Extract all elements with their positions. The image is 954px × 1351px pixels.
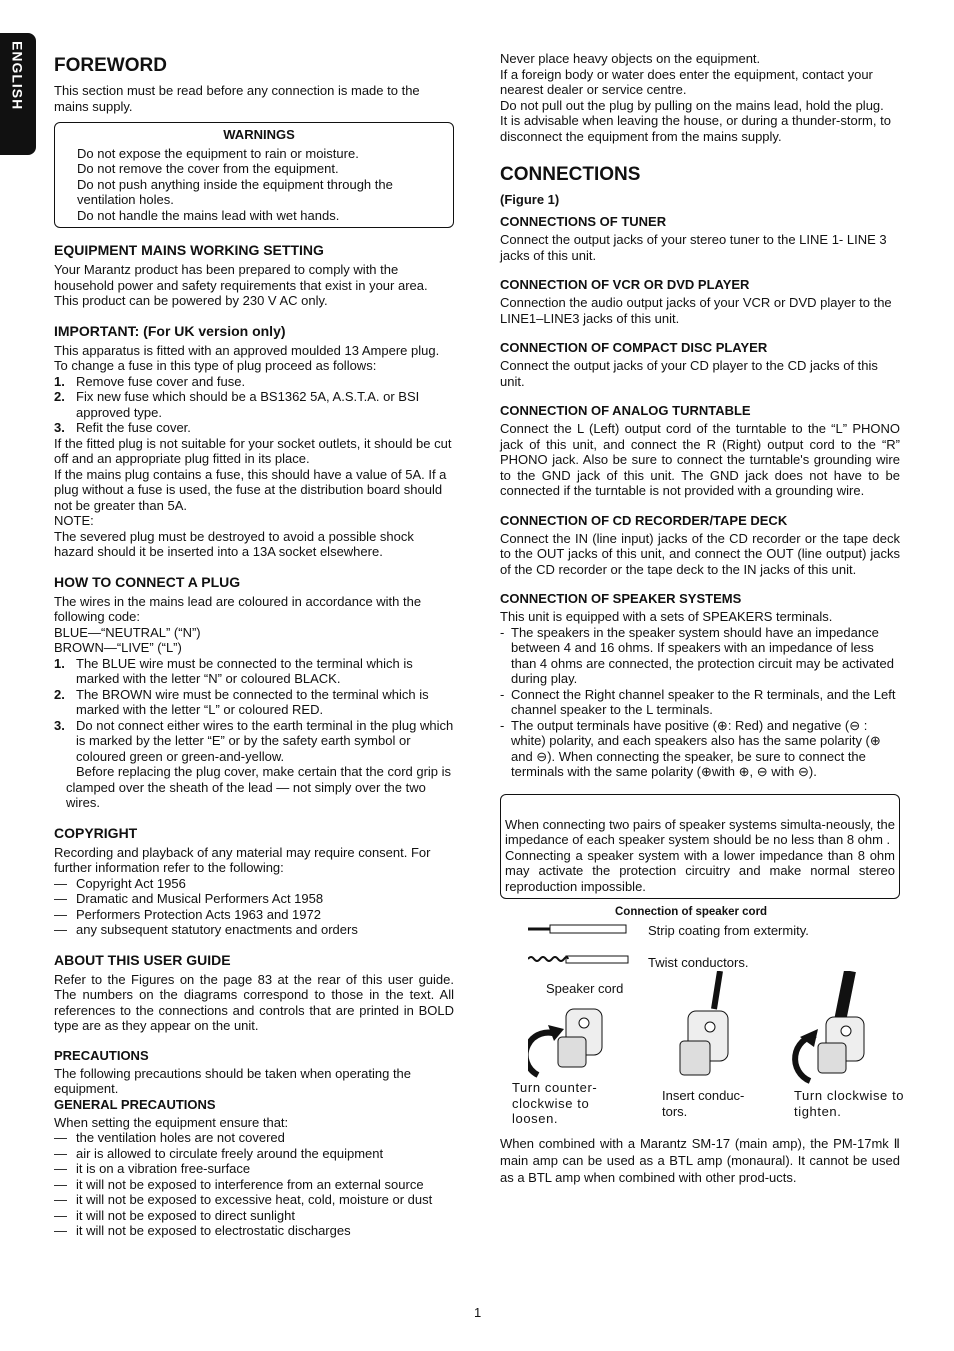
mains-text: This product can be powered by 230 V AC only. <box>54 293 328 308</box>
general-item: — air is allowed to circulate freely around the equipment <box>54 1145 384 1161</box>
speaker-text: This unit is equipped with a sets of SPEAKERS terminals. <box>500 609 833 624</box>
copyright-title: COPYRIGHT <box>54 824 138 841</box>
cd-title: CONNECTION OF COMPACT DISC PLAYER <box>500 340 768 355</box>
foreword-title: FOREWORD <box>54 55 167 76</box>
copyright-item: — Copyright Act 1956 <box>54 875 186 891</box>
insert-label: Insert conduc-tors. <box>662 1088 745 1119</box>
speaker-item: - Connect the Right channel speaker to the R terminals, and the Left channel speaker to the L terminals. <box>500 686 896 717</box>
plug-step: 1. The BLUE wire must be connected to the terminal which is marked with the letter “N” or coloured BLACK. <box>54 655 413 686</box>
precaution-text: It is advisable when leaving the house, or during a thunder-storm, to disconnect the equipment from the mains supply. <box>500 113 891 144</box>
cd-text: Connect the output jacks of your CD player to the CD jacks of this unit. <box>500 358 878 389</box>
general-item: — the ventilation holes are not covered <box>54 1130 285 1145</box>
warnings-box <box>54 122 454 228</box>
mains-title: EQUIPMENT MAINS WORKING SETTING <box>54 242 324 258</box>
warnings-title: WARNINGS <box>223 127 295 142</box>
speaker-title: CONNECTION OF SPEAKER SYSTEMS <box>500 591 742 606</box>
plug-text: The wires in the mains lead are coloured in accordance with the following code: <box>54 593 422 624</box>
cord-diagram <box>528 919 638 969</box>
uk-step: 3. Refit the fuse cover. <box>54 420 191 435</box>
warning-item: Do not remove the cover from the equipment. <box>77 161 339 176</box>
plug-brown: BROWN—“LIVE” (“L”) <box>54 640 182 655</box>
general-text: When setting the equipment ensure that: <box>54 1114 289 1130</box>
copyright-text: Recording and playback of any material may require consent. For further information refer to the following: <box>54 844 431 875</box>
uk-note: The severed plug must be destroyed to avoid a possible shock hazard should it be inserted into a 13A socket elsewhere. <box>54 528 414 559</box>
twisted-cord-icon <box>528 956 628 963</box>
turntable-title: CONNECTION OF ANALOG TURNTABLE <box>500 403 751 418</box>
vcr-title: CONNECTION OF VCR OR DVD PLAYER <box>500 277 750 292</box>
impedance-text: Connecting a speaker system with a lower impedance than 8 ohm may activate the protection circuitry and make normal stereo reproduction impossible. <box>505 847 895 894</box>
loosen-label: Turn counter-clockwise to loosen. <box>512 1080 598 1126</box>
general-item: — it is on a vibration free-surface <box>54 1161 251 1176</box>
guide-text: Refer to the Figures on the page 83 at the rear of this user guide. The numbers on the diagrams correspond to those in the text. All references to the connections and controls that are printed in BOLD type are as they appear on the unit. <box>54 971 454 1033</box>
tighten-terminal-icon <box>790 971 880 1091</box>
uk-step: 1. Remove fuse cover and fuse. <box>54 373 246 389</box>
insert-terminal-icon <box>662 971 742 1091</box>
uk-text: If the mains plug contains a fuse, this should have a value of 5A. If a plug without a fuse is used, the fuse at the distribution board should not be greater than 5A. <box>54 466 447 513</box>
uk-step: 2. Fix new fuse which should be a BS1362 5A, A.S.T.A. or BSI approved type. <box>54 389 420 420</box>
speaker-cord-label: Speaker cord <box>546 981 624 996</box>
general-title: GENERAL PRECAUTIONS <box>54 1096 216 1112</box>
precaution-text: If a foreign body or water does enter the equipment, contact your nearest dealer or service centre. <box>500 66 873 97</box>
uk-note-label: NOTE: <box>54 513 94 528</box>
recorder-title: CONNECTION OF CD RECORDER/TAPE DECK <box>500 512 788 528</box>
impedance-text: When connecting two pairs of speaker systems simulta-neously, the impedance of each speaker system should be no less than 8 ohm . <box>505 816 895 847</box>
general-item: — it will not be exposed to interference from an external source <box>54 1176 424 1192</box>
warning-item: Do not expose the equipment to rain or moisture. <box>77 145 359 161</box>
right-column <box>500 51 905 1186</box>
twist-label: Twist conductors. <box>648 955 749 970</box>
foreword-text: This section must be read before any connection is made to the mains supply. <box>54 83 420 114</box>
tuner-title: CONNECTIONS OF TUNER <box>500 214 667 229</box>
uk-title: IMPORTANT: (For UK version only) <box>54 322 286 339</box>
warning-item: Do not handle the mains lead with wet hands. <box>77 207 340 223</box>
turntable-text: Connect the L (Left) output cord of the turntable to the “L” PHONO jack of this unit, and connect the R (Right) output cord to the “R” PHONO jack. Also be sure to connect the turntable's grounding wire to the GND jack of this unit. The GND jack does not have to be connected if the turntable is not provided with a grounding wire. <box>500 421 900 498</box>
strip-label: Strip coating from extermity. <box>648 923 809 938</box>
uk-text: To change a fuse in this type of plug proceed as follows: <box>54 358 377 373</box>
page-number: 1 <box>474 1305 482 1320</box>
copyright-item: — any subsequent statutory enactments and orders <box>54 922 358 937</box>
tighten-label: Turn clockwise to tighten. <box>794 1088 905 1119</box>
figure-label: (Figure 1) <box>500 192 560 207</box>
left-column <box>54 55 454 1239</box>
precaution-text: Do not pull out the plug by pulling on the mains lead, hold the plug. <box>500 97 884 113</box>
loosen-terminal-icon <box>528 997 608 1087</box>
uk-text: If the fitted plug is not suitable for your socket outlets, it should be cut off and an appropriate plug fitted in its place. <box>54 435 452 466</box>
connections-title: CONNECTIONS <box>500 164 641 185</box>
vcr-text: Connection the audio output jacks of your VCR or DVD player to the LINE1–LINE3 jacks of this unit. <box>500 295 892 326</box>
stripped-cord-icon <box>528 925 626 933</box>
general-item: — it will not be exposed to direct sunlight <box>54 1207 295 1223</box>
uk-text: This apparatus is fitted with an approved moulded 13 Ampere plug. <box>54 342 440 358</box>
plug-blue: BLUE—“NEUTRAL” (“N”) <box>54 624 201 640</box>
plug-title: HOW TO CONNECT A PLUG <box>54 573 241 590</box>
plug-step: 2. The BROWN wire must be connected to the terminal which is marked with the letter “L” or coloured RED. <box>54 686 429 717</box>
plug-step: 3. Do not connect either wires to the earth terminal in the plug which is marked by the letter “E” or by the safety earth symbol or coloured green or green-and-yellow. <box>54 717 454 764</box>
copyright-item: — Performers Protection Acts 1963 and 1972 <box>54 906 321 922</box>
tuner-text: Connect the output jacks of your stereo tuner to the LINE 1- LINE 3 jacks of this unit. <box>500 232 887 263</box>
speaker-cord-figure <box>500 905 905 1135</box>
copyright-item: — Dramatic and Musical Performers Act 1958 <box>54 891 324 906</box>
plug-text-2: Before replacing the plug cover, make certain that the cord grip is clamped over the sheath of the lead — not simply over the two wires. <box>66 764 452 810</box>
warning-item: Do not push anything inside the equipment through the ventilation holes. <box>77 176 393 207</box>
guide-title: ABOUT THIS USER GUIDE <box>54 951 231 968</box>
precautions-text: The following precautions should be taken when operating the equipment. <box>54 1065 412 1096</box>
speaker-item: - The speakers in the speaker system should have an impedance between 4 and 16 ohms. If speakers with an impedance of less than 4 ohms are connected, the protection circuit may be activated during play. <box>500 624 894 686</box>
general-item: — it will not be exposed to excessive heat, cold, moisture or dust <box>54 1192 433 1207</box>
impedance-box <box>500 794 900 900</box>
btl-text: When combined with a Marantz SM-17 (main amp), the PM-17mk Ⅱ main amp can be used as a BTL amp (monaural). It cannot be used as a BTL amp when combined with other prod-ucts. <box>500 1136 900 1185</box>
mains-text: Your Marantz product has been prepared to comply with the household power and safety requirements that exist in your area. <box>54 262 428 293</box>
speaker-item: - The output terminals have positive (⊕: Red) and negative (⊖ : white) polarity, and each speakers also has the same polarity (⊕ and ⊖). When connecting the speaker, be sure to connect the terminals with the same polarity (⊕with ⊕, ⊖ with ⊖). <box>500 717 881 779</box>
general-item: — it will not be exposed to electrostatic discharges <box>54 1223 351 1238</box>
figure-title: Connection of speaker cord <box>615 906 768 918</box>
precaution-text: Never place heavy objects on the equipment. <box>500 51 761 66</box>
language-tab-label: ENGLISH <box>9 41 26 111</box>
recorder-text: Connect the IN (line input) jacks of the CD recorder or the tape deck to the OUT jacks of this unit, and connect the OUT (line output) jacks of the CD recorder or the tape deck to the IN jacks of this unit. <box>500 530 900 577</box>
precautions-title: PRECAUTIONS <box>54 1047 149 1063</box>
language-tab <box>0 33 36 155</box>
